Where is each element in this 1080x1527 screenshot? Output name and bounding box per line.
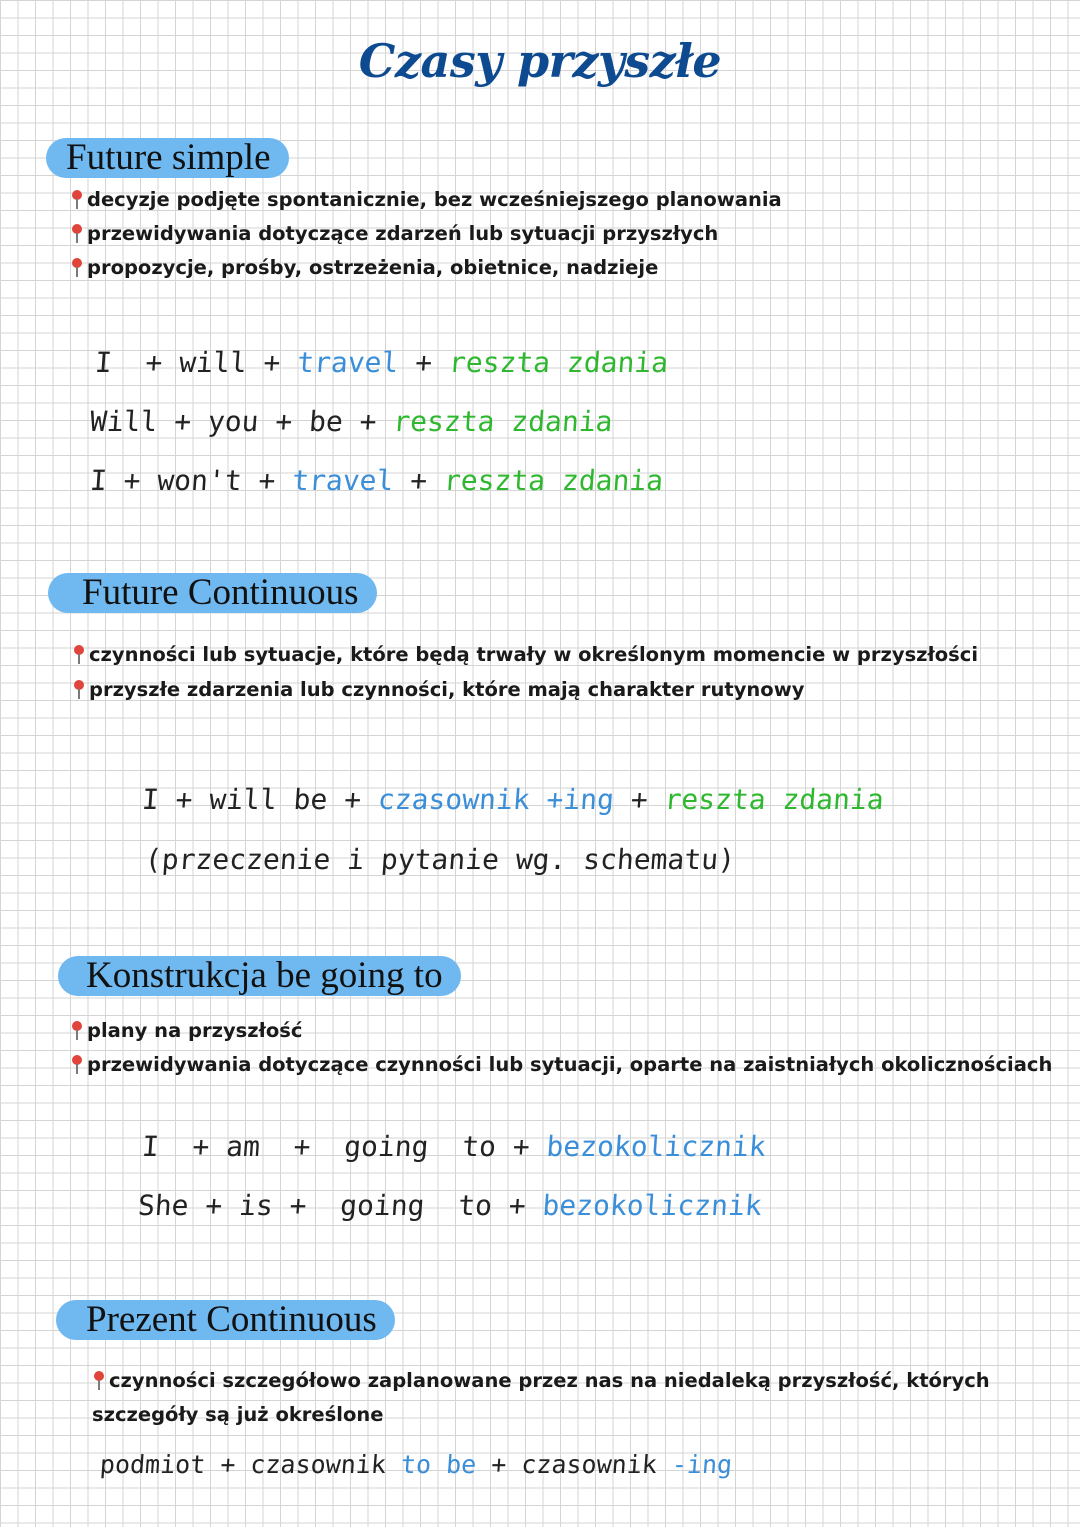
list-item: czynności lub sytuacje, które będą trwały w określonym momencie w przyszłości — [72, 643, 978, 666]
page-title: Czasy przyszłe — [358, 34, 722, 88]
list-item: plany na przyszłość — [70, 1019, 302, 1042]
formula-note: (przeczenie i pytanie wg. schematu) — [143, 843, 737, 876]
formula-future-continuous: I + will be + czasownik +ing + reszta zdania — [140, 783, 885, 816]
formula-present-continuous: podmiot + czasownik to be + czasownik -ing — [98, 1450, 734, 1479]
pin-icon — [72, 679, 86, 699]
heading-going-to: Konstrukcja be going to — [58, 956, 461, 996]
list-item: czynności szczegółowo zaplanowane przez nas na niedaleką przyszłość, których szczegóły są już określone — [92, 1369, 990, 1426]
formula-affirmative: I + will + travel + reszta zdania — [93, 346, 670, 379]
pin-icon — [70, 223, 84, 243]
heading-future-simple: Future simple — [46, 138, 289, 178]
formula-going-to-i: I + am + going to + bezokolicznik — [140, 1130, 767, 1163]
formula-negative: I + won't + travel + reszta zdania — [88, 464, 665, 497]
list-item: przewidywania dotyczące czynności lub sytuacji, oparte na zaistniałych okolicznościach — [70, 1053, 1052, 1076]
pin-icon — [72, 644, 86, 664]
heading-present-continuous: Prezent Continuous — [56, 1300, 395, 1340]
formula-question: Will + you + be + reszta zdania — [88, 405, 614, 438]
pin-icon — [70, 1020, 84, 1040]
list-item: propozycje, prośby, ostrzeżenia, obietnice, nadzieje — [70, 256, 658, 279]
pin-icon — [92, 1370, 106, 1390]
pin-icon — [70, 257, 84, 277]
list-item: przyszłe zdarzenia lub czynności, które mają charakter rutynowy — [72, 678, 804, 701]
pin-icon — [70, 1054, 84, 1074]
list-item: decyzje podjęte spontanicznie, bez wcześniejszego planowania — [70, 188, 782, 211]
list-item: przewidywania dotyczące zdarzeń lub sytuacji przyszłych — [70, 222, 718, 245]
formula-going-to-she: She + is + going to + bezokolicznik — [136, 1189, 763, 1222]
heading-future-continuous: Future Continuous — [48, 573, 377, 613]
pin-icon — [70, 189, 84, 209]
